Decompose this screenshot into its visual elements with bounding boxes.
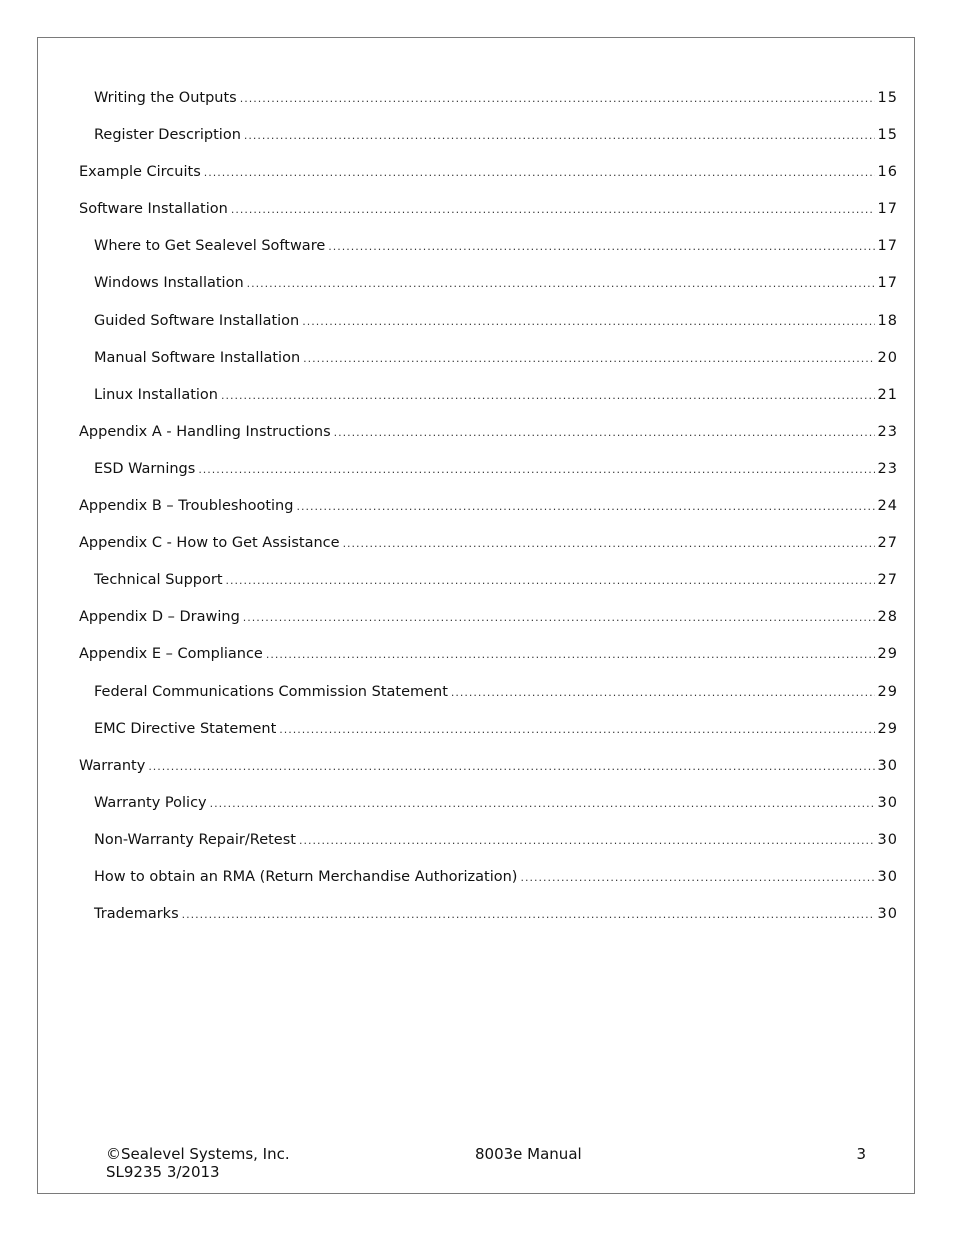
table-of-contents	[79, 80, 898, 933]
toc-entry-label[interactable]: Warranty	[79, 757, 146, 774]
toc-entry[interactable]	[79, 674, 898, 711]
toc-entry-page[interactable]: 30	[877, 831, 898, 848]
toc-dot-leader	[221, 377, 875, 414]
toc-entry-page[interactable]: 30	[877, 868, 898, 885]
toc-entry[interactable]	[79, 303, 898, 340]
toc-entry-label[interactable]: Manual Software Installation	[94, 349, 301, 366]
toc-entry-label[interactable]: Guided Software Installation	[94, 312, 300, 329]
toc-entry-label[interactable]: Appendix B – Troubleshooting	[79, 498, 294, 515]
toc-dot-leader	[244, 117, 875, 154]
toc-dot-leader	[328, 228, 874, 265]
toc-entry[interactable]	[79, 748, 898, 785]
toc-entry-label[interactable]: Windows Installation	[94, 275, 244, 292]
toc-entry[interactable]	[79, 562, 898, 599]
toc-entry-page[interactable]: 18	[877, 312, 898, 329]
toc-entry[interactable]	[79, 599, 898, 636]
toc-entry-label[interactable]: Warranty Policy	[94, 794, 207, 811]
toc-entry-page[interactable]: 29	[877, 683, 898, 700]
toc-entry-label[interactable]: Linux Installation	[94, 386, 218, 403]
toc-dot-leader	[296, 488, 874, 525]
toc-dot-leader	[451, 674, 875, 711]
toc-entry[interactable]	[79, 711, 898, 748]
toc-entry[interactable]	[79, 265, 898, 302]
toc-entry-label[interactable]: Software Installation	[79, 201, 228, 218]
toc-entry-page[interactable]: 30	[877, 757, 898, 774]
toc-dot-leader	[302, 303, 874, 340]
footer-left	[106, 1145, 290, 1181]
toc-entry-label[interactable]: Appendix A - Handling Instructions	[79, 423, 331, 440]
footer-manual-title: 8003e Manual	[475, 1145, 582, 1163]
toc-dot-leader	[240, 80, 875, 117]
toc-entry-label[interactable]: Register Description	[94, 127, 241, 144]
toc-entry-label[interactable]: Where to Get Sealevel Software	[94, 238, 326, 255]
toc-dot-leader	[204, 154, 875, 191]
toc-dot-leader	[198, 451, 874, 488]
toc-entry-page[interactable]: 15	[877, 90, 898, 106]
toc-entry-label[interactable]: Non-Warranty Repair/Retest	[94, 831, 296, 848]
toc-entry[interactable]	[79, 822, 898, 859]
toc-entry[interactable]	[79, 228, 898, 265]
toc-entry-page[interactable]: 29	[877, 720, 898, 737]
toc-entry[interactable]	[79, 451, 898, 488]
toc-dot-leader	[148, 748, 874, 785]
toc-entry-label[interactable]: Appendix C - How to Get Assistance	[79, 535, 340, 552]
toc-entry[interactable]	[79, 896, 898, 933]
toc-entry-label[interactable]: Appendix E – Compliance	[79, 646, 263, 663]
toc-dot-leader	[343, 525, 875, 562]
toc-entry-page[interactable]: 30	[877, 794, 898, 811]
toc-entry-page[interactable]: 27	[877, 572, 898, 589]
toc-entry[interactable]	[79, 525, 898, 562]
toc-dot-leader	[520, 859, 874, 896]
toc-entry-page[interactable]: 17	[877, 238, 898, 255]
toc-entry-label[interactable]: How to obtain an RMA (Return Merchandise Authorization)	[94, 868, 518, 885]
footer-copyright: ©Sealevel Systems, Inc.	[106, 1145, 290, 1163]
toc-entry-label[interactable]: EMC Directive Statement	[94, 720, 277, 737]
toc-entry-page[interactable]: 24	[877, 498, 898, 515]
toc-entry-label[interactable]: Example Circuits	[79, 164, 201, 181]
toc-dot-leader	[226, 562, 875, 599]
toc-entry-page[interactable]: 29	[877, 646, 898, 663]
toc-entry[interactable]	[79, 340, 898, 377]
toc-entry[interactable]	[79, 80, 898, 117]
toc-dot-leader	[247, 265, 875, 302]
toc-dot-leader	[210, 785, 875, 822]
toc-entry-page[interactable]: 23	[877, 460, 898, 477]
toc-dot-leader	[279, 711, 874, 748]
toc-dot-leader	[334, 414, 875, 451]
toc-entry-page[interactable]: 20	[877, 349, 898, 366]
toc-entry[interactable]	[79, 191, 898, 228]
toc-entry[interactable]	[79, 636, 898, 673]
toc-entry-page[interactable]: 28	[877, 609, 898, 626]
toc-entry-label[interactable]: Federal Communications Commission Statement	[94, 683, 448, 700]
toc-dot-leader	[231, 191, 875, 228]
toc-entry[interactable]	[79, 154, 898, 191]
footer-doc-code: SL9235 3/2013	[106, 1163, 220, 1181]
toc-entry-label[interactable]: Writing the Outputs	[94, 90, 237, 106]
toc-entry[interactable]	[79, 414, 898, 451]
toc-entry-page[interactable]: 15	[877, 127, 898, 144]
toc-entry[interactable]	[79, 785, 898, 822]
toc-entry-page[interactable]: 23	[877, 423, 898, 440]
toc-entry[interactable]	[79, 859, 898, 896]
footer-page-number: 3	[856, 1145, 866, 1163]
toc-entry-page[interactable]: 21	[877, 386, 898, 403]
toc-entry-label[interactable]: Trademarks	[94, 906, 179, 923]
toc-entry[interactable]	[79, 117, 898, 154]
toc-dot-leader	[266, 636, 875, 673]
toc-entry-label[interactable]: Technical Support	[94, 572, 223, 589]
toc-entry-page[interactable]: 17	[877, 275, 898, 292]
toc-entry-page[interactable]: 16	[877, 164, 898, 181]
toc-dot-leader	[299, 822, 875, 859]
toc-dot-leader	[303, 340, 874, 377]
toc-entry-page[interactable]: 27	[877, 535, 898, 552]
toc-entry-label[interactable]: Appendix D – Drawing	[79, 609, 240, 626]
toc-entry-page[interactable]: 30	[877, 906, 898, 923]
toc-dot-leader	[243, 599, 875, 636]
toc-entry-label[interactable]: ESD Warnings	[94, 460, 196, 477]
toc-entry[interactable]	[79, 377, 898, 414]
toc-entry-page[interactable]: 17	[877, 201, 898, 218]
toc-dot-leader	[182, 896, 875, 933]
toc-entry[interactable]	[79, 488, 898, 525]
